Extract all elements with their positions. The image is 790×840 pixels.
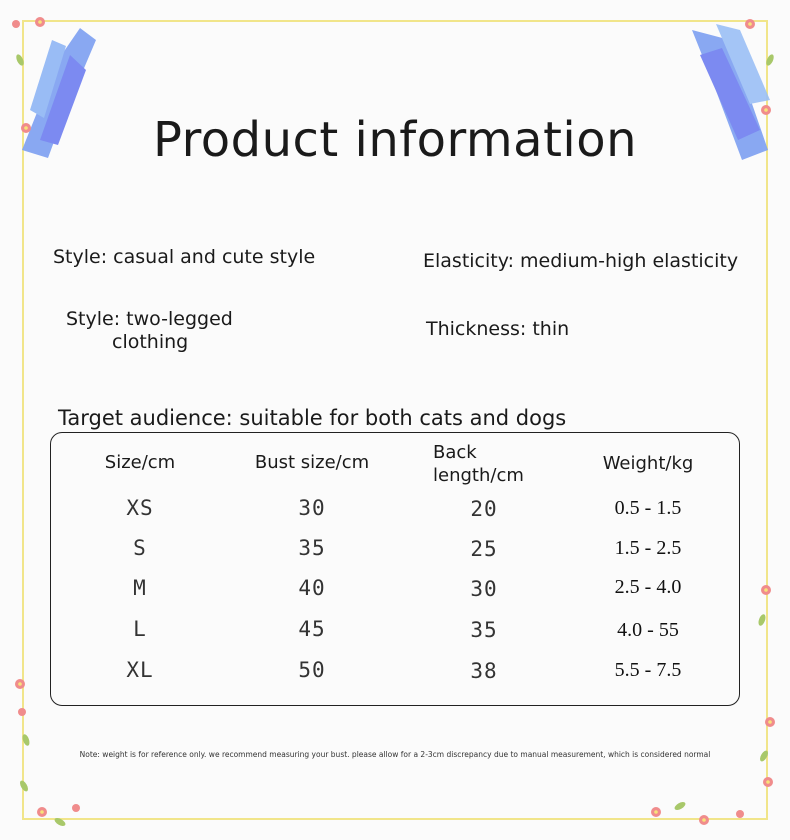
header-bust: Bust size/cm bbox=[254, 452, 370, 473]
back-cell: 38 bbox=[470, 659, 498, 683]
weight-cell: 5.5 - 7.5 bbox=[614, 659, 682, 681]
target-audience: Target audience: suitable for both cats and dogs bbox=[58, 406, 567, 430]
weight-cell: 1.5 - 2.5 bbox=[614, 537, 682, 559]
header-back-line1: Back bbox=[433, 442, 477, 463]
weight-cell: 2.5 - 4.0 bbox=[614, 576, 682, 598]
thickness-property: Thickness: thin bbox=[426, 318, 570, 340]
weight-cell: 4.0 - 55 bbox=[617, 619, 679, 641]
style-property-two-legged bbox=[66, 308, 233, 354]
bust-cell: 35 bbox=[298, 536, 326, 560]
header-weight: Weight/kg bbox=[602, 453, 694, 474]
page-title: Product information bbox=[152, 112, 638, 168]
style-two-legged-line1: Style: two-legged bbox=[66, 308, 233, 330]
size-cell: XL bbox=[126, 658, 154, 682]
back-cell: 20 bbox=[470, 497, 498, 521]
header-back-line2: length/cm bbox=[433, 465, 524, 486]
size-cell: S bbox=[133, 536, 147, 560]
header-size: Size/cm bbox=[104, 452, 176, 473]
weight-cell: 0.5 - 1.5 bbox=[614, 497, 682, 519]
style-two-legged-line2: clothing bbox=[112, 331, 189, 353]
back-cell: 30 bbox=[470, 577, 498, 601]
back-cell: 35 bbox=[470, 618, 498, 642]
elasticity-property: Elasticity: medium-high elasticity bbox=[423, 250, 739, 272]
bust-cell: 30 bbox=[298, 496, 326, 520]
size-cell: M bbox=[133, 576, 147, 600]
style-property: Style: casual and cute style bbox=[53, 246, 316, 268]
bust-cell: 40 bbox=[298, 576, 326, 600]
bust-cell: 50 bbox=[298, 658, 326, 682]
bust-cell: 45 bbox=[298, 617, 326, 641]
size-cell: XS bbox=[126, 496, 154, 520]
back-cell: 25 bbox=[470, 537, 498, 561]
size-cell: L bbox=[133, 617, 147, 641]
measurement-note: Note: weight is for reference only. we recommend measuring your bust. please allow for a 2-3cm discrepancy due to manual measurement, which is considered normal bbox=[79, 750, 711, 759]
